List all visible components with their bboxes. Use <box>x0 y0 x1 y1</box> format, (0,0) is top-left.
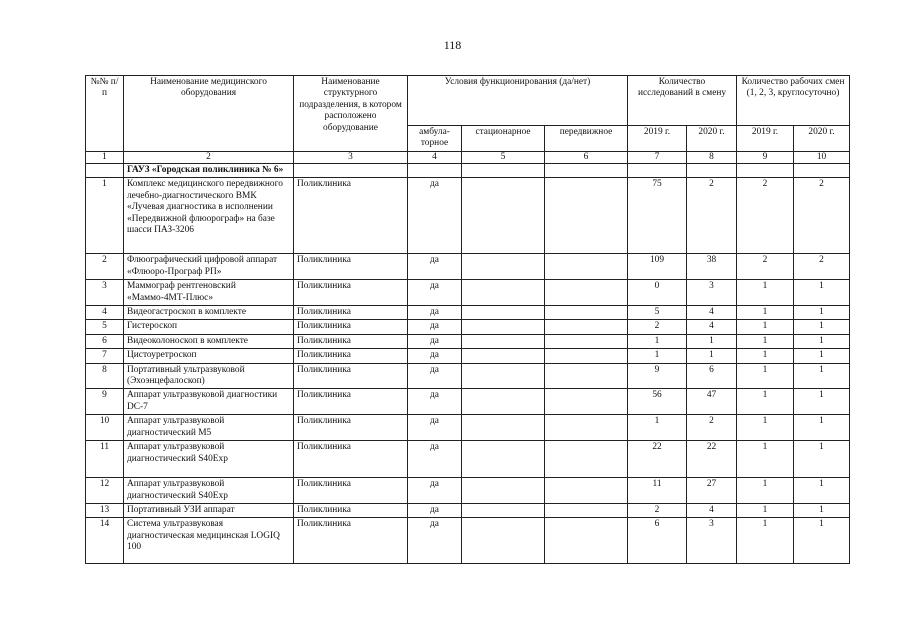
structural-unit: Поликлиника <box>294 389 408 415</box>
header-outpatient: амбула-торное <box>408 126 462 152</box>
shifts-2020: 1 <box>794 441 850 478</box>
column-number: 5 <box>462 152 545 164</box>
structural-unit: Поликлиника <box>294 503 408 517</box>
shifts-2019: 1 <box>737 389 794 415</box>
studies-2019: 1 <box>628 415 687 441</box>
table-row <box>86 320 850 334</box>
shifts-2020: 1 <box>794 306 850 320</box>
shifts-2019: 1 <box>737 503 794 517</box>
studies-2020: 6 <box>687 363 737 389</box>
equipment-name: Маммограф рентгеновский «Маммо-4МТ-Плюс» <box>124 280 294 306</box>
inpatient-value <box>462 280 545 306</box>
page-number: 118 <box>443 38 462 52</box>
outpatient-value: да <box>408 349 462 363</box>
table-row <box>86 441 850 478</box>
empty-cell <box>294 164 408 178</box>
row-number: 12 <box>86 478 124 504</box>
shifts-2020: 1 <box>794 518 850 564</box>
shifts-2020: 1 <box>794 280 850 306</box>
header-num: №№ п/п <box>86 76 124 152</box>
shifts-2020: 1 <box>794 334 850 348</box>
row-number: 8 <box>86 363 124 389</box>
mobile-value <box>545 518 628 564</box>
inpatient-value <box>462 478 545 504</box>
outpatient-value: да <box>408 415 462 441</box>
mobile-value <box>545 280 628 306</box>
inpatient-value <box>462 389 545 415</box>
table-row <box>86 415 850 441</box>
outpatient-value: да <box>408 363 462 389</box>
header-equipment-name: Наименование медицинского оборудования <box>124 76 294 152</box>
table-row <box>86 280 850 306</box>
inpatient-value <box>462 178 545 254</box>
shifts-2019: 1 <box>737 280 794 306</box>
header-studies-2019: 2019 г. <box>628 126 687 152</box>
header-studies-per-shift: Количество исследований в смену <box>628 76 737 126</box>
outpatient-value: да <box>408 503 462 517</box>
table-row <box>86 518 850 564</box>
studies-2019: 22 <box>628 441 687 478</box>
studies-2020: 47 <box>687 389 737 415</box>
column-number: 4 <box>408 152 462 164</box>
shifts-2019: 1 <box>737 363 794 389</box>
shifts-2020: 1 <box>794 389 850 415</box>
row-number: 9 <box>86 389 124 415</box>
equipment-name: Видеоколоноскоп в комплекте <box>124 334 294 348</box>
row-number: 10 <box>86 415 124 441</box>
mobile-value <box>545 306 628 320</box>
empty-cell <box>462 164 545 178</box>
table-row <box>86 178 850 254</box>
shifts-2019: 1 <box>737 441 794 478</box>
row-number: 5 <box>86 320 124 334</box>
inpatient-value <box>462 363 545 389</box>
structural-unit: Поликлиника <box>294 349 408 363</box>
structural-unit: Поликлиника <box>294 441 408 478</box>
inpatient-value <box>462 306 545 320</box>
column-number: 6 <box>545 152 628 164</box>
shifts-2019: 1 <box>737 306 794 320</box>
outpatient-value: да <box>408 518 462 564</box>
equipment-name: Аппарат ультразвуковой диагностики DC-7 <box>124 389 294 415</box>
equipment-name: Аппарат ультразвуковой диагностический S40Exp <box>124 478 294 504</box>
header-conditions: Условия функционирования (да/нет) <box>408 76 628 126</box>
studies-2019: 75 <box>628 178 687 254</box>
outpatient-value: да <box>408 334 462 348</box>
structural-unit: Поликлиника <box>294 280 408 306</box>
header-work-shifts: Количество рабочих смен (1, 2, 3, круглосуточно) <box>737 76 850 126</box>
row-number: 2 <box>86 254 124 280</box>
header-mobile: передвижное <box>545 126 628 152</box>
studies-2019: 2 <box>628 503 687 517</box>
mobile-value <box>545 334 628 348</box>
row-number: 1 <box>86 178 124 254</box>
studies-2020: 4 <box>687 503 737 517</box>
shifts-2019: 1 <box>737 478 794 504</box>
studies-2020: 2 <box>687 415 737 441</box>
header-structural-unit: Наименование структурного подразделения, в котором расположено оборудование <box>294 76 408 152</box>
inpatient-value <box>462 254 545 280</box>
studies-2020: 2 <box>687 178 737 254</box>
equipment-name: Аппарат ультразвуковой диагностический М5 <box>124 415 294 441</box>
structural-unit: Поликлиника <box>294 306 408 320</box>
structural-unit: Поликлиника <box>294 363 408 389</box>
studies-2020: 22 <box>687 441 737 478</box>
studies-2020: 4 <box>687 320 737 334</box>
shifts-2019: 1 <box>737 518 794 564</box>
column-number: 8 <box>687 152 737 164</box>
studies-2020: 3 <box>687 280 737 306</box>
mobile-value <box>545 178 628 254</box>
header-row-top <box>86 76 850 126</box>
mobile-value <box>545 441 628 478</box>
shifts-2019: 1 <box>737 320 794 334</box>
shifts-2020: 1 <box>794 503 850 517</box>
empty-cell <box>737 164 794 178</box>
studies-2019: 9 <box>628 363 687 389</box>
studies-2019: 56 <box>628 389 687 415</box>
shifts-2020: 1 <box>794 478 850 504</box>
organization-row <box>86 164 850 178</box>
studies-2019: 1 <box>628 334 687 348</box>
studies-2019: 0 <box>628 280 687 306</box>
table-row <box>86 478 850 504</box>
inpatient-value <box>462 334 545 348</box>
equipment-name: Комплекс медицинского передвижного лечебно-диагностического ВМК «Лучевая диагностика в исполнении «Передвижной флюорограф» на базе шасси ПАЗ-3206 <box>124 178 294 254</box>
empty-cell <box>545 164 628 178</box>
shifts-2020: 1 <box>794 415 850 441</box>
equipment-name: Гистероскоп <box>124 320 294 334</box>
equipment-table <box>85 75 850 564</box>
studies-2019: 1 <box>628 349 687 363</box>
inpatient-value <box>462 518 545 564</box>
row-number: 6 <box>86 334 124 348</box>
equipment-name: Система ультразвуковая диагностическая медицинская LOGIQ 100 <box>124 518 294 564</box>
outpatient-value: да <box>408 389 462 415</box>
column-number: 1 <box>86 152 124 164</box>
header-shifts-2020: 2020 г. <box>794 126 850 152</box>
mobile-value <box>545 503 628 517</box>
studies-2020: 4 <box>687 306 737 320</box>
mobile-value <box>545 254 628 280</box>
outpatient-value: да <box>408 306 462 320</box>
empty-cell <box>794 164 850 178</box>
inpatient-value <box>462 441 545 478</box>
outpatient-value: да <box>408 254 462 280</box>
studies-2019: 5 <box>628 306 687 320</box>
outpatient-value: да <box>408 320 462 334</box>
outpatient-value: да <box>408 280 462 306</box>
inpatient-value <box>462 320 545 334</box>
row-number: 7 <box>86 349 124 363</box>
outpatient-value: да <box>408 178 462 254</box>
studies-2020: 1 <box>687 334 737 348</box>
column-number: 9 <box>737 152 794 164</box>
header-studies-2020: 2020 г. <box>687 126 737 152</box>
structural-unit: Поликлиника <box>294 518 408 564</box>
mobile-value <box>545 389 628 415</box>
equipment-name: Видеогастроскоп в комплекте <box>124 306 294 320</box>
outpatient-value: да <box>408 478 462 504</box>
row-number: 13 <box>86 503 124 517</box>
row-number: 4 <box>86 306 124 320</box>
table-row <box>86 306 850 320</box>
studies-2019: 109 <box>628 254 687 280</box>
row-number: 3 <box>86 280 124 306</box>
equipment-name: Аппарат ультразвуковой диагностический S40Exp <box>124 441 294 478</box>
organization-name: ГАУЗ «Городская поликлиника № 6» <box>124 164 294 178</box>
mobile-value <box>545 478 628 504</box>
table-row <box>86 254 850 280</box>
shifts-2019: 1 <box>737 349 794 363</box>
mobile-value <box>545 363 628 389</box>
shifts-2020: 1 <box>794 349 850 363</box>
empty-cell <box>628 164 687 178</box>
header-shifts-2019: 2019 г. <box>737 126 794 152</box>
shifts-2019: 1 <box>737 415 794 441</box>
studies-2020: 1 <box>687 349 737 363</box>
table-header <box>86 76 850 152</box>
shifts-2020: 1 <box>794 363 850 389</box>
table-row <box>86 349 850 363</box>
shifts-2020: 2 <box>794 254 850 280</box>
column-number: 3 <box>294 152 408 164</box>
inpatient-value <box>462 415 545 441</box>
structural-unit: Поликлиника <box>294 320 408 334</box>
empty-cell <box>687 164 737 178</box>
studies-2019: 2 <box>628 320 687 334</box>
inpatient-value <box>462 349 545 363</box>
table-row <box>86 389 850 415</box>
table-row <box>86 334 850 348</box>
structural-unit: Поликлиника <box>294 334 408 348</box>
table-body <box>86 152 850 564</box>
outpatient-value: да <box>408 441 462 478</box>
mobile-value <box>545 349 628 363</box>
column-number: 2 <box>124 152 294 164</box>
structural-unit: Поликлиника <box>294 478 408 504</box>
structural-unit: Поликлиника <box>294 178 408 254</box>
structural-unit: Поликлиника <box>294 415 408 441</box>
studies-2019: 11 <box>628 478 687 504</box>
studies-2019: 6 <box>628 518 687 564</box>
structural-unit: Поликлиника <box>294 254 408 280</box>
shifts-2019: 1 <box>737 334 794 348</box>
header-inpatient: стационарное <box>462 126 545 152</box>
studies-2020: 3 <box>687 518 737 564</box>
equipment-name: Цистоуретроскоп <box>124 349 294 363</box>
table-row <box>86 363 850 389</box>
table-row <box>86 503 850 517</box>
equipment-name: Портативный ультразвуковой (Эхоэнцефалоскоп) <box>124 363 294 389</box>
column-numbers-row <box>86 152 850 164</box>
empty-cell <box>408 164 462 178</box>
equipment-name: Портативный УЗИ аппарат <box>124 503 294 517</box>
inpatient-value <box>462 503 545 517</box>
mobile-value <box>545 320 628 334</box>
org-num-cell <box>86 164 124 178</box>
row-number: 14 <box>86 518 124 564</box>
studies-2020: 38 <box>687 254 737 280</box>
column-number: 7 <box>628 152 687 164</box>
row-number: 11 <box>86 441 124 478</box>
equipment-name: Флюографический цифровой аппарат «Флюоро-Програф РП» <box>124 254 294 280</box>
mobile-value <box>545 415 628 441</box>
shifts-2019: 2 <box>737 178 794 254</box>
shifts-2019: 2 <box>737 254 794 280</box>
shifts-2020: 2 <box>794 178 850 254</box>
shifts-2020: 1 <box>794 320 850 334</box>
studies-2020: 27 <box>687 478 737 504</box>
column-number: 10 <box>794 152 850 164</box>
